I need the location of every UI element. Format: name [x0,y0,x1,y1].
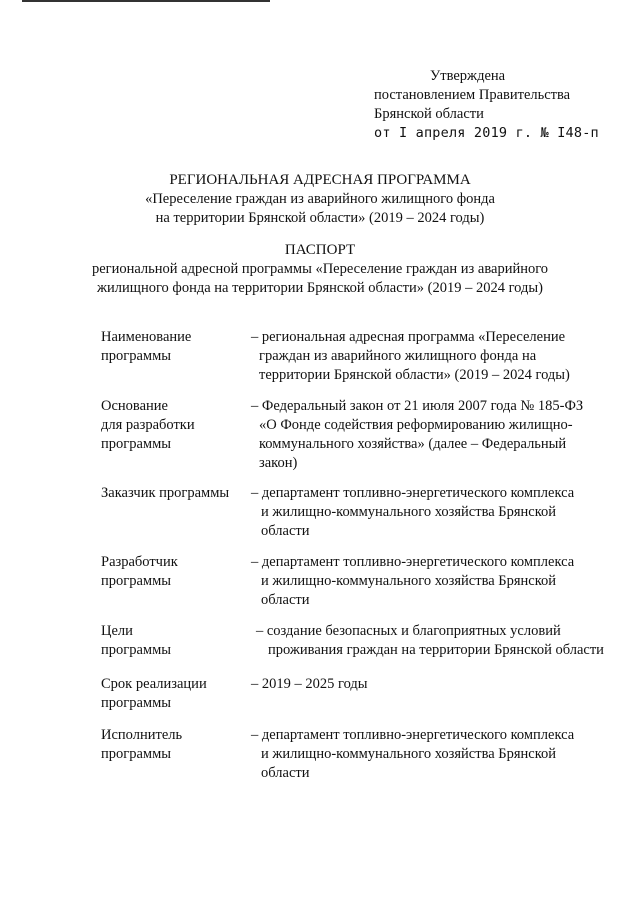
row-label-line: для разработки [101,417,195,433]
row-label-line: Наименование [101,329,192,345]
program-title [0,171,640,228]
row-value-line: – Федеральный закон от 21 июля 2007 года № 185-ФЗ [251,398,584,414]
row-value-line: области [261,765,310,781]
row-value-line: закон) [259,455,298,471]
top-border-line [22,0,270,2]
row-label-line: программы [101,695,171,711]
row-label [101,622,251,660]
row-value-line: «О Фонде содействия реформированию жилищно- [259,417,573,433]
approval-date-line: от I апреля 2019 г. № I48-п [374,125,599,141]
row-value [251,726,621,783]
row-label-line: программы [101,746,171,762]
row-value-line: – создание безопасных и благоприятных условий [256,623,561,639]
row-value [251,553,621,610]
row-label-line: программы [101,642,171,658]
row-value-line: области [261,523,310,539]
row-label-line: Цели [101,623,133,639]
row-label [101,675,251,713]
row-label-line: Срок реализации [101,676,207,692]
row-value-line: – региональная адресная программа «Переселение [251,329,566,345]
approval-line-2: постановлением Правительства [374,87,571,103]
approval-line-3: Брянской области [374,106,484,122]
row-label-line: Разработчик [101,554,178,570]
row-value-line: и жилищно-коммунального хозяйства Брянской [261,573,557,589]
row-value [256,622,626,660]
row-label-line: программы [101,436,171,452]
row-value-line: и жилищно-коммунального хозяйства Брянской [261,504,557,520]
row-value-line: проживания граждан на территории Брянской области [268,642,604,658]
approval-line-1: Утверждена [430,68,506,84]
program-title-line-3: на территории Брянской области» (2019 – 2024 годы) [155,210,485,226]
row-value-line: территории Брянской области» (2019 – 2024 годы) [259,367,570,383]
row-value-line: области [261,592,310,608]
row-value [251,484,621,541]
row-label [101,484,251,503]
passport-heading: ПАСПОРТ [284,242,356,258]
row-value [251,675,621,694]
row-label-line: Основание [101,398,168,414]
program-title-heading: РЕГИОНАЛЬНАЯ АДРЕСНАЯ ПРОГРАММА [169,172,471,188]
program-title-line-2: «Переселение граждан из аварийного жилищного фонда [145,191,495,207]
row-label [101,328,251,366]
row-value-line: и жилищно-коммунального хозяйства Брянской [261,746,557,762]
row-label [101,726,251,764]
row-label-line: программы [101,573,171,589]
row-label [101,397,251,454]
row-value-line: – 2019 – 2025 годы [251,676,368,692]
row-value-line: – департамент топливно-энергетического комплекса [251,554,575,570]
approval-stamp [374,67,599,143]
row-value-line: – департамент топливно-энергетического комплекса [251,485,575,501]
row-value [251,397,621,473]
row-value-line: – департамент топливно-энергетического комплекса [251,727,575,743]
row-label [101,553,251,591]
row-value [251,328,621,385]
passport-line-3: жилищного фонда на территории Брянской области» (2019 – 2024 годы) [97,280,543,296]
row-label-line: Заказчик программы [101,485,230,501]
row-label-line: Исполнитель [101,727,183,743]
row-value-line: коммунального хозяйства» (далее – Федеральный [259,436,567,452]
passport-line-2: региональной адресной программы «Переселение граждан из аварийного [91,261,549,277]
row-label-line: программы [101,348,171,364]
passport-header [0,241,640,298]
row-value-line: граждан из аварийного жилищного фонда на [259,348,537,364]
